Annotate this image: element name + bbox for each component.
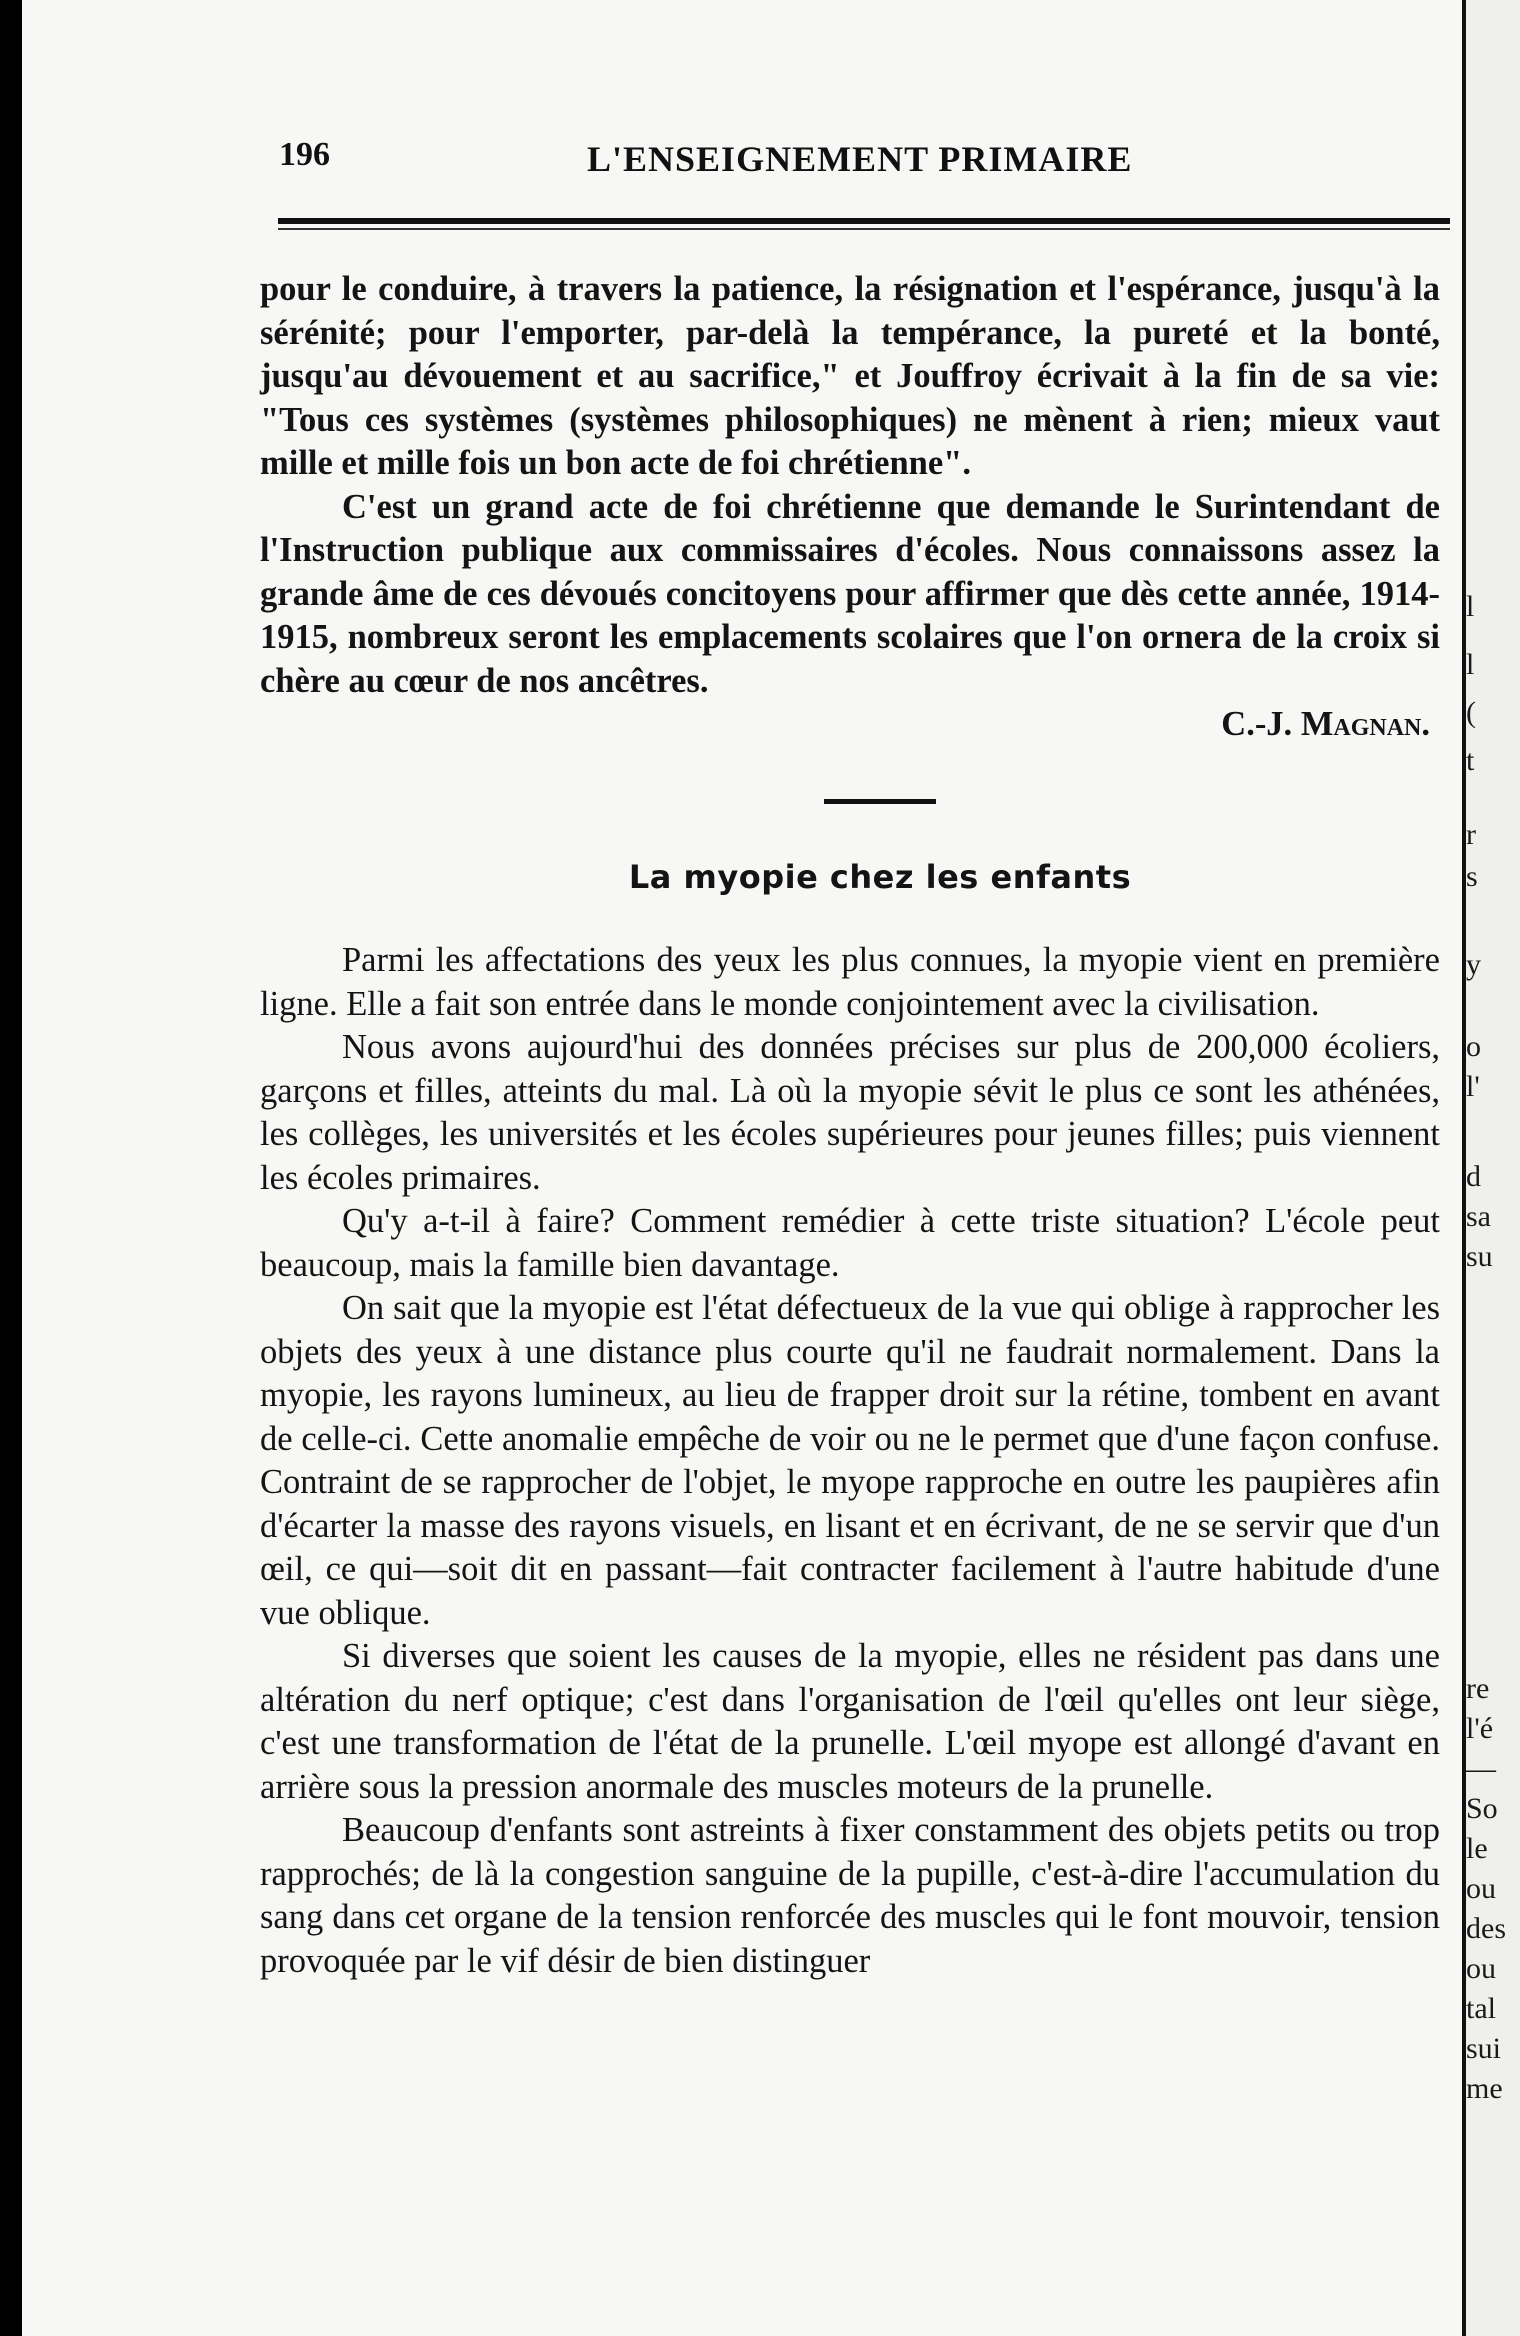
article-paragraph: Nous avons aujourd'hui des données précises sur plus de 200,000 écoliers, garçons et filles, atteints du mal. Là où la myopie sévit le plus ce sont les athénées, les collèges, les universités et les écoles supérieures pour jeunes filles; puis viennent les écoles primaires. bbox=[260, 1028, 1440, 1197]
adjacent-fragment: ou bbox=[1466, 1952, 1496, 1985]
article-paragraph: Si diverses que soient les causes de la myopie, elles ne résident pas dans une altération du nerf optique; c'est dans l'organisation de l'œil qu'elles ont leur siège, c'est une transformation de l'état de la prunelle. L'œil myope est allongé d'avant en arrière sous la pression anormale des muscles moteurs de la prunelle. bbox=[260, 1637, 1440, 1806]
adjacent-fragment: r bbox=[1466, 818, 1476, 851]
article-paragraph: On sait que la myopie est l'état défectueux de la vue qui oblige à rapprocher les objets des yeux à une distance plus courte qu'il ne faudrait normalement. Dans la myopie, les rayons lumineux, au lieu de frapper droit sur la rétine, tombent en avant de celle-ci. Cette anomalie empêche de voir ou ne le permet que d'une façon confuse. Contraint de se rapprocher de l'objet, le myope rapproche en outre les paupières afin d'écarter la masse des rayons visuels, en lisant et en écrivant, de ne se servir que d'un œil, ce qui—soit dit en passant—fait contracter facilement à l'autre habitude d'une vue oblique. bbox=[260, 1289, 1440, 1632]
adjacent-fragment: l bbox=[1466, 590, 1475, 623]
adjacent-fragment: l' bbox=[1466, 1070, 1480, 1103]
adjacent-fragment: So bbox=[1466, 1792, 1498, 1825]
adjacent-fragment: o bbox=[1466, 1030, 1481, 1063]
article-paragraph: Beaucoup d'enfants sont astreints à fixer constamment des objets petits ou trop rapprochés; de là la congestion sanguine de la pupille, c'est-à-dire l'accumulation du sang dans cet organe de la tension renforcée des muscles qui le font mouvoir, tension provoquée par le vif désir de bien distinguer bbox=[260, 1811, 1440, 1980]
page-body bbox=[260, 268, 1440, 1983]
section-separator bbox=[824, 799, 936, 804]
page-header bbox=[257, 130, 1457, 190]
adjacent-fragment: s bbox=[1466, 860, 1478, 893]
article-paragraph: Parmi les affectations des yeux les plus connues, la myopie vient en première ligne. Elle a fait son entrée dans le monde conjointement avec la civilisation. bbox=[260, 941, 1440, 1023]
running-title: L'ENSEIGNEMENT PRIMAIRE bbox=[587, 139, 1133, 179]
adjacent-fragment: ( bbox=[1466, 696, 1476, 729]
continuation-paragraph: pour le conduire, à travers la patience, la résignation et l'espérance, jusqu'à la sérénité; pour l'emporter, par-delà la tempérance, la pureté et la bonté, jusqu'au dévouement et au sacrifice," et Jouffroy écrivait à la fin de sa vie: "Tous ces systèmes (systèmes philosophiques) ne mènent à rien; mieux vaut mille et mille fois un bon acte de foi chrétienne". bbox=[260, 270, 1440, 482]
adjacent-fragment: re bbox=[1466, 1672, 1490, 1705]
adjacent-fragment: le bbox=[1466, 1832, 1488, 1865]
adjacent-fragment: su bbox=[1466, 1240, 1493, 1273]
author-signature bbox=[260, 703, 1440, 747]
page-sheet bbox=[22, 0, 1462, 2336]
adjacent-fragment: t bbox=[1466, 744, 1475, 777]
adjacent-fragment: y bbox=[1466, 948, 1481, 981]
adjacent-fragment: sa bbox=[1466, 1200, 1491, 1233]
adjacent-fragment: tal bbox=[1466, 1992, 1496, 2025]
adjacent-fragment: — bbox=[1466, 1752, 1496, 1785]
adjacent-fragment: l'é bbox=[1466, 1712, 1494, 1745]
continuation-paragraph: C'est un grand acte de foi chrétienne que demande le Surintendant de l'Instruction publique aux commissaires d'écoles. Nous connaissons assez la grande âme de ces dévoués concitoyens pour affirmer que dès cette année, 1914-1915, nombreux seront les emplacements scolaires que l'on ornera de la croix si chère au cœur de nos ancêtres. bbox=[260, 487, 1440, 700]
signature-initials: C.-J. bbox=[1221, 705, 1293, 743]
header-rule bbox=[278, 218, 1450, 224]
adjacent-page-edge bbox=[1462, 0, 1520, 2336]
signature-name: Magnan. bbox=[1300, 705, 1430, 743]
adjacent-fragment: me bbox=[1466, 2072, 1503, 2105]
page-number: 196 bbox=[279, 136, 330, 173]
header-rule-thin bbox=[278, 228, 1450, 230]
adjacent-fragment: l bbox=[1466, 648, 1475, 681]
article-paragraph: Qu'y a-t-il à faire? Comment remédier à cette triste situation? L'école peut beaucoup, mais la famille bien davantage. bbox=[260, 1202, 1440, 1284]
adjacent-fragment: ou bbox=[1466, 1872, 1496, 1905]
adjacent-fragment: des bbox=[1466, 1912, 1506, 1945]
adjacent-fragment: d bbox=[1466, 1160, 1481, 1193]
article-title: La myopie chez les enfants bbox=[628, 857, 1132, 896]
adjacent-fragment: sui bbox=[1466, 2032, 1502, 2065]
